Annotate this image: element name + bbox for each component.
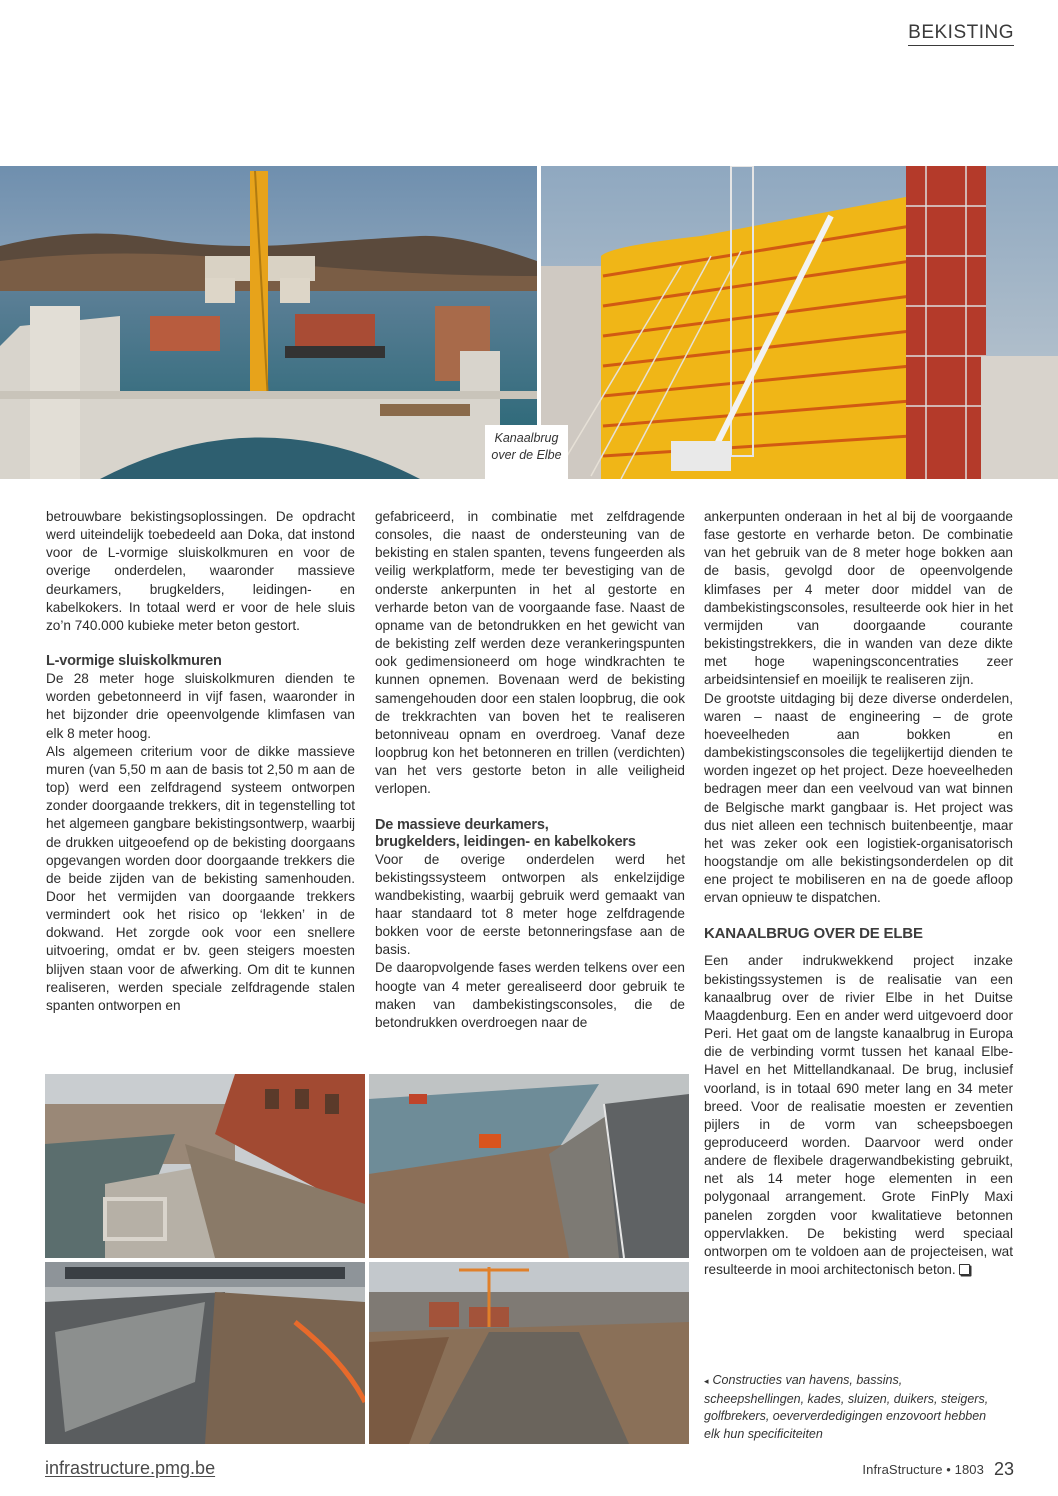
caption-line: over de Elbe [491,448,562,462]
publication-issue: InfraStructure • 1803 [862,1462,984,1477]
photo-caption [704,1372,1004,1443]
subheading [375,817,685,851]
article-column-3 [704,508,1013,1279]
paragraph: ankerpunten onderaan in het al bij de voorgaande fase gestorte en verharde beton. De combinatie van het gebruik van de 8 meter hoge bokken aan de basis, gevolgd door de opeenvolgende klimfases per 4 meter door middel van de dambekistingsconsoles, resulteerde ook hier in het vermijden van doorgaande courante bekistingstrekkers, die in wanden van deze dikte met hoge wapeningsconcentraties zeer arbeidsintensief en moeilijk te realiseren zijn. [704,509,1013,688]
yellow-formwork-wall-photo [541,166,1058,479]
paragraph: De 28 meter hoge sluiskolkmuren dienden te worden gebetonneerd in vijf fasen, waaronder in het bijzonder drie opeenvolgende klimfasen van elk 8 meter hoog. [46,671,355,741]
subheading-line: De massieve deurkamers, [375,816,549,833]
article-column-2 [375,508,685,1032]
lock-chamber-photo [45,1262,365,1444]
article-column-1 [46,508,355,1015]
caption-text: Constructies van havens, bassins, scheepshellingen, kades, sluizen, duikers, steigers, golfbrekers, oeververdedigingen enzovoort hebben elk hun specificiteiten [704,1373,989,1441]
harbour-quay-photo [45,1074,365,1258]
page-number: 23 [993,1459,1014,1479]
paragraph: Voor de overige onderdelen werd het bekistingssysteem ontworpen als enkelzijdige wandbekisting, waarbij gebruik werd gemaakt van haar standaard tot 8 meter hoge zelfdragende bokken voor de eerste betonneringsfase aan de basis. [375,851,685,958]
caption-marker-icon: ◂ [704,1376,709,1386]
paragraph: De daaropvolgende fases werden telkens over een hoogte van 4 meter gerealiseerd door gebruik te maken van dambekistingsconsoles, die de betondrukken overdroegen naar de [375,960,685,1030]
footer-website-link[interactable]: infrastructure.pmg.be [45,1458,216,1478]
bridge-construction-photo [0,166,537,479]
subheading-line: brugkelders, leidingen- en kabelkokers [375,833,636,850]
canal-excavator-photo [369,1074,689,1258]
construction-site-crane-photo [369,1262,689,1444]
footer-publication [862,1459,1014,1480]
paragraph: Als algemeen criterium voor de dikke massieve muren (van 5,50 m aan de basis tot 2,50 m aan de top) werd een zelfdragend systeem ontworpen zonder doorgaande trekkers, dit in tegenstelling tot het algemeen gangbare bekistingsontwerp, waarbij de drukken uitgeoefend op de bekisting doorgaans opgevangen worden door doorgaande trekkers die de beide zijden van de bekisting samenhouden. Door het vermijden van doorgaande trekkers vermindert ook het risico op ‘lekken’ in de dokwand. Het zorgde ook voor een snellere uitvoering, omdat er bv. geen steigers moesten blijven staan voor de afwerking. Om dit te kunnen realiseren, werden speciale zelfdragende stalen spanten ontworpen en [46,743,355,1013]
paragraph: gefabriceerd, in combinatie met zelfdragende consoles, die naast de ondersteuning van de bekisting en stalen spanten, tevens fungeerden als veilig werkplatform, mede ter bevestiging van de onderste ankerpunten in het al gestorte en verharde beton van de voorgaande fase. Naast de opname van de betondrukken en het gewicht van de bekisting zelf werden deze verankeringspunten ook gedimensioneerd om hoge windkrachten te kunnen opnemen. Bovenaan werd de bekisting samengehouden door een stalen loopbrug, die ook de trekkrachten van boven het te realiseren betonniveau opnam en overdroeg. Vanaf deze loopbrug kon het betonneren en trillen (verdichten) van het vers gestorte beton in alle veiligheid verlopen. [375,509,685,797]
paragraph: De grootste uitdaging bij deze diverse onderdelen, waren – naast de engineering – de grote hoeveelheden aan bokken en dambekistingsconsoles die tegelijkertijd dienden te worden ingezet op het project. Deze hoeveelheden bedragen meer dan een veelvoud van wat binnen de Belgische markt gangbaar is. Het project was dus niet alleen een technisch buitenbeentje, maar het was zeker ook een logistiek-organisatorisch hoogstandje om alle bekistingsonderdelen op dit ene project te mobiliseren en na de goede afloop ervan opnieuw te dispatchen. [704,690,1013,906]
paragraph [704,952,1013,1279]
photo-caption-kanaalbrug [485,425,568,480]
subheading: L-vormige sluiskolkmuren [46,653,222,670]
section-title: BEKISTING [908,22,1014,46]
subheading: KANAALBRUG OVER DE ELBE [704,925,923,943]
end-mark-icon [959,1264,970,1275]
paragraph: betrouwbare bekistingsoplossingen. De opdracht werd uiteindelijk toebedeeld aan Doka, dat instond voor de L-vormige sluiskolkmuren en voor de overige onderdelen, waaronder massieve deurkamers, brugkelders, leidingen- en kabelkokers. In totaal werd er voor de hele sluis zo’n 740.000 kubieke meter beton gestort. [46,509,355,633]
caption-line: Kanaalbrug [494,431,559,445]
paragraph-text: Een ander indrukwekkend project inzake bekistingssystemen is de realisatie van een kanaalbrug over de rivier Elbe in het Duitse Maagdenburg. Een en ander werd uitgevoerd door Peri. Het gaat om de langste kanaalbrug in Europa die de verbinding vormt tussen het kanaal Elbe-Havel en het Mittellandkanaal. De brug, inclusief voorland, is in totaal 690 meter lang en 34 meter breed. Voor de realisatie moesten er zeventien pijlers in de vorm van scheepsboegen geproduceerd worden. Daarvoor werd onder andere de flexibele dragerwandbekisting gebruikt, net als 14 meter hoge elementen in een polygonaal arrangement. Grote FinPly Maxi panelen zorgden voor kwalitatieve betonnen oppervlakken. De bekisting werd speciaal ontworpen om te voldoen aan de projecteisen, wat resulteerde in mooi architectonisch beton. [704,953,1013,1278]
